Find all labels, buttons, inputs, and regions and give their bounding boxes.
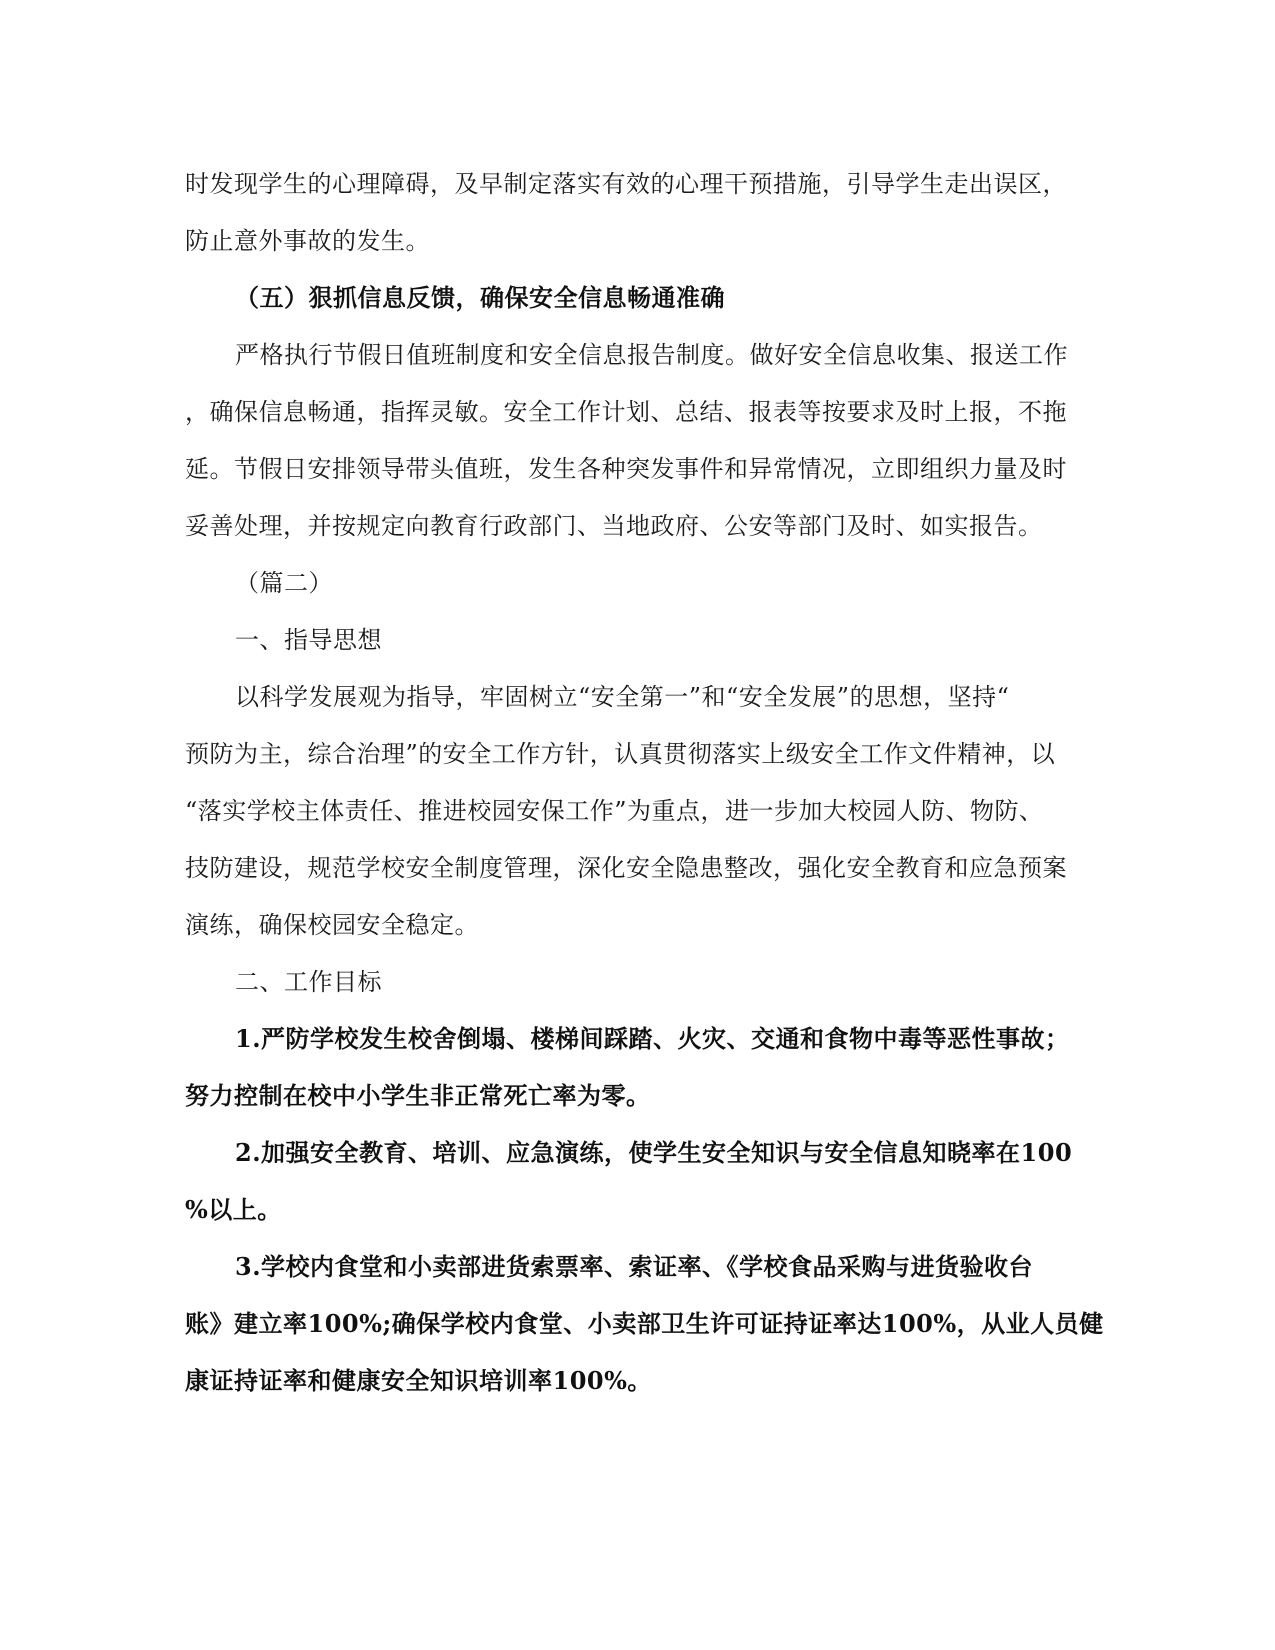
body-text-line: 以科学发展观为指导，牢固树立“安全第一”和“安全发展”的思想，坚持“ [235, 683, 1010, 711]
goal-item-line: 3.学校内食堂和小卖部进货索票率、索证率、《学校食品采购与进货验收台 [235, 1252, 1034, 1281]
goal-item-line: 1.严防学校发生校舍倒塌、楼梯间踩踏、火灾、交通和食物中毒等恶性事故； [235, 1024, 1070, 1053]
body-text-line: 延。节假日安排领导带头值班，发生各种突发事件和异常情况，立即组织力量及时 [185, 455, 1067, 483]
body-text-line: 防止意外事故的发生。 [185, 227, 430, 255]
goal-item-line: 账》建立率100%;确保学校内食堂、小卖部卫生许可证持证率达100%，从业人员健 [185, 1309, 1104, 1338]
goal-item-line: 努力控制在校中小学生非正常死亡率为零。 [185, 1081, 651, 1110]
section-heading: 二、工作目标 [235, 968, 382, 996]
part-heading: （篇二） [235, 569, 333, 597]
goal-item-line: 康证持证率和健康安全知识培训率100%。 [185, 1366, 652, 1395]
body-text-line: 演练，确保校园安全稳定。 [185, 911, 479, 939]
body-text-line: ，确保信息畅通，指挥灵敏。安全工作计划、总结、报表等按要求及时上报，不拖 [185, 398, 1067, 426]
body-text-line: “落实学校主体责任、推进校园安保工作”为重点，进一步加大校园人防、物防、 [185, 797, 1044, 825]
body-text-line: 妥善处理，并按规定向教育行政部门、当地政府、公安等部门及时、如实报告。 [185, 512, 1043, 540]
goal-item-line: 2.加强安全教育、培训、应急演练，使学生安全知识与安全信息知晓率在100 [235, 1138, 1073, 1167]
body-text-line: 预防为主，综合治理”的安全工作方针，认真贯彻落实上级安全工作文件精神，以 [185, 740, 1056, 768]
body-text-line: 时发现学生的心理障碍，及早制定落实有效的心理干预措施，引导学生走出误区， [185, 170, 1067, 198]
body-text-line: 严格执行节假日值班制度和安全信息报告制度。做好安全信息收集、报送工作 [235, 341, 1068, 369]
section-heading: 一、指导思想 [235, 626, 382, 654]
section-heading: （五）狠抓信息反馈，确保安全信息畅通准确 [235, 283, 725, 312]
body-text-line: 技防建设，规范学校安全制度管理，深化安全隐患整改，强化安全教育和应急预案 [185, 854, 1067, 882]
goal-item-line: %以上。 [185, 1195, 282, 1224]
